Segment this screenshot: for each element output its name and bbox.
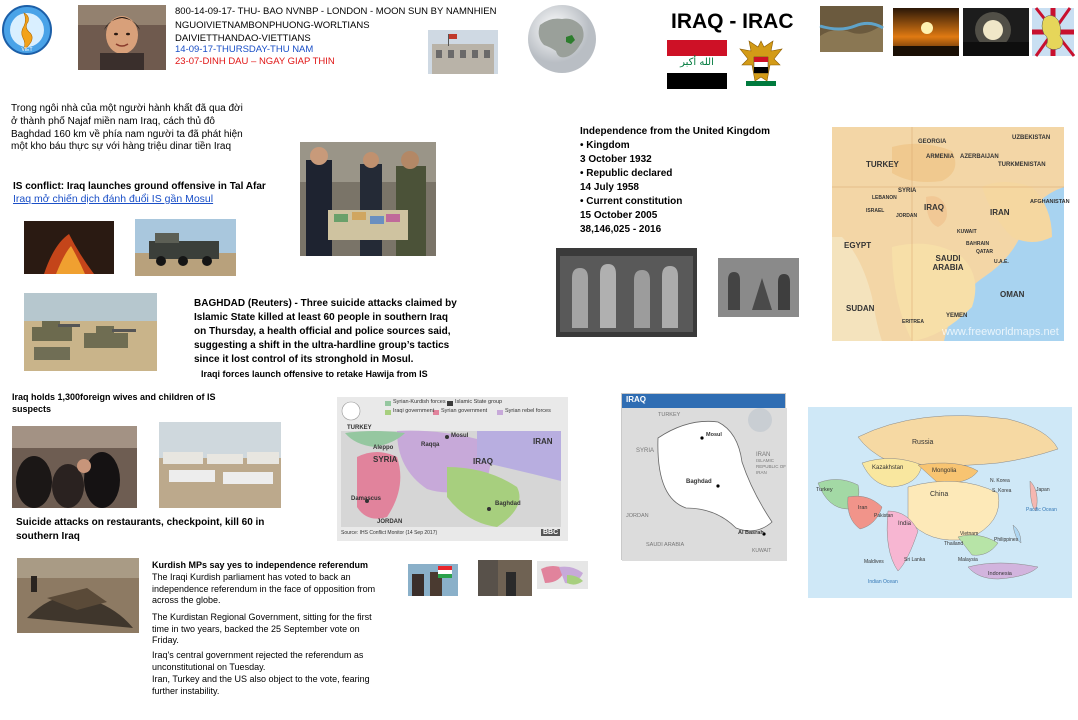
wreckage-photo bbox=[17, 558, 139, 633]
asia-label-pakistan: Pakistan bbox=[874, 513, 894, 519]
fact-republic: • Republic declared bbox=[580, 168, 673, 179]
label-saudi-arabia: SAUDI ARABIA bbox=[932, 254, 964, 272]
asia-label-south-korea: S. Korea bbox=[992, 488, 1012, 494]
asia-label-north-korea: N. Korea bbox=[990, 478, 1010, 484]
label-uae: U.A.E. bbox=[994, 259, 1009, 265]
label-lebanon: LEBANON bbox=[872, 195, 897, 201]
label-uzbekistan: UZBEKISTAN bbox=[1012, 135, 1051, 141]
label-bahrain: BAHRAIN bbox=[966, 241, 990, 247]
label-turkey: TURKEY bbox=[866, 160, 899, 169]
police-money-photo bbox=[300, 142, 436, 256]
imap-label-mosul: Mosul bbox=[706, 432, 722, 438]
asia-label-china: China bbox=[930, 491, 949, 498]
tanks-desert-photo bbox=[24, 293, 157, 371]
cmap-label-iran: IRAN bbox=[533, 437, 553, 446]
label-georgia: GEORGIA bbox=[918, 139, 947, 145]
iraq-map-header-bar bbox=[622, 394, 785, 408]
river-aerial-photo bbox=[820, 6, 883, 52]
imap-label-baghdad: Baghdad bbox=[686, 479, 712, 485]
cmap-label-damascus: Damascus bbox=[351, 496, 382, 502]
iraq-political-map bbox=[621, 393, 786, 560]
foreign-wives-headline: Iraq holds 1,300foreign wives and children of IS suspects bbox=[12, 392, 216, 414]
legend-islamic-state: Islamic State group bbox=[455, 399, 503, 405]
fact-independence: Independence from the United Kingdom bbox=[580, 126, 771, 137]
fact-population: 38,146,025 - 2016 bbox=[580, 224, 662, 235]
asia-label-mongolia: Mongolia bbox=[932, 468, 957, 474]
imap-label-syria: SYRIA bbox=[636, 448, 655, 454]
imap-label-turkey: TURKEY bbox=[658, 412, 681, 418]
kurdish-paragraph-3: Iraq's central government rejected the referendum as unconstitutional on Tuesday. bbox=[152, 650, 364, 672]
fact-republic-date: 14 July 1958 bbox=[580, 182, 639, 193]
middle-east-map bbox=[832, 127, 1070, 341]
building-photo bbox=[428, 30, 498, 74]
tal-afar-headline: IS conflict: Iraq launches ground offensive in Tal Afar bbox=[13, 181, 266, 192]
label-israel: ISRAEL bbox=[866, 208, 885, 214]
cmap-label-syria: SYRIA bbox=[373, 455, 398, 464]
fact-kingdom: • Kingdom bbox=[580, 140, 630, 151]
ancient-relief-photo bbox=[556, 248, 697, 337]
globe-iraq-locator bbox=[526, 3, 598, 75]
label-armenia: ARMENIA bbox=[926, 154, 954, 160]
sunset-landscape-photo bbox=[963, 8, 1029, 56]
kurdish-headline: Kurdish MPs say yes to independence referendum bbox=[152, 560, 369, 570]
bbc-badge: BBC bbox=[543, 529, 559, 536]
header-date-line: 14-09-17-THURSDAY-THU NAM bbox=[175, 44, 314, 55]
burning-fire-photo bbox=[24, 221, 114, 274]
asia-label-india: India bbox=[898, 521, 912, 527]
imap-label-iran-full: ISLAMIC REPUBLIC OF IRAN bbox=[756, 458, 787, 475]
mini-control-map bbox=[537, 561, 588, 589]
legend-syrian-rebels: Syrian rebel forces bbox=[505, 408, 551, 414]
asia-label-turkey: Turkey bbox=[816, 487, 833, 493]
fact-kingdom-date: 3 October 1932 bbox=[580, 154, 652, 165]
asia-label-sri-lanka: Sri Lanka bbox=[904, 557, 926, 563]
asia-political-map bbox=[808, 407, 1072, 598]
header-line-3: DAIVIETTHANDAO-VIETTIANS bbox=[175, 33, 311, 44]
cmap-label-raqqa: Raqqa bbox=[421, 442, 440, 448]
header-lunar-date: 23-07-DINH DAU – NGAY GIAP THIN bbox=[175, 56, 335, 67]
refugee-camp-photo bbox=[159, 422, 281, 508]
suicide-attacks-headline: Suicide attacks on restaurants, checkpoint, kill 60 in southern Iraq bbox=[16, 517, 265, 542]
kurdish-paragraph-2: The Kurdistan Regional Government, sitting for the first time in two years, backed the 25 September vote on Friday. bbox=[152, 612, 372, 646]
vietnam-map-logo bbox=[2, 4, 52, 56]
street-scene-photo bbox=[478, 560, 532, 596]
cmap-label-baghdad: Baghdad bbox=[495, 501, 521, 507]
iraq-coat-of-arms bbox=[738, 37, 784, 89]
asia-label-vietnam: Vietnam bbox=[960, 531, 979, 537]
imap-label-jordan: JORDAN bbox=[626, 513, 649, 519]
header-line-2: NGUOIVIETNAMBONPHUONG-WORLTIANS bbox=[175, 20, 370, 31]
kurdish-paragraph-4: Iran, Turkey and the US also object to the vote, fearing further instability. bbox=[152, 674, 370, 696]
asia-label-indonesia: Indonesia bbox=[988, 571, 1012, 577]
label-afghanistan: AFGHANISTAN bbox=[1030, 199, 1070, 205]
label-eritrea: ERITREA bbox=[902, 319, 924, 325]
asia-label-indian-ocean: Indian Ocean bbox=[868, 579, 898, 585]
intro-vietnamese-text: Trong ngôi nhà của một người hành khất đã qua đời ở thành phố Najaf miền nam Iraq, cách thủ đô Baghdad 160 km về phía nam người ta đã phát hiện một kho báu thực sự với hàng triệu dinar tiền Iraq bbox=[11, 103, 243, 153]
iraq-map-title: IRAQ bbox=[626, 395, 646, 404]
reuters-article-text: BAGHDAD (Reuters) - Three suicide attacks claimed by Islamic State killed at least 60 people in southern Iraq on Thursday, a health official and police sources said, suggesting a shift in the ultra-hardline group’s tactics since it lost control of its stronghold in Mosul. bbox=[194, 298, 457, 365]
legend-kurdish: Syrian-Kurdish forces bbox=[393, 399, 446, 405]
map-watermark: www.freeworldmaps.net bbox=[942, 326, 1059, 338]
label-syria: SYRIA bbox=[898, 188, 917, 194]
imap-label-basrah: Al Basrah bbox=[738, 530, 764, 536]
legend-syrian-gov: Syrian government bbox=[441, 408, 488, 414]
asia-label-iran: Iran bbox=[858, 505, 868, 511]
imap-label-kuwait: KUWAIT bbox=[752, 548, 772, 554]
asia-label-russia: Russia bbox=[912, 439, 934, 446]
iraq-flag bbox=[667, 40, 727, 89]
label-qatar: QATAR bbox=[976, 249, 994, 255]
kurdish-paragraph-1: The Iraqi Kurdish parliament has voted to back an independence referendum in the face of opposition from across the globe. bbox=[152, 572, 376, 606]
uk-map-thumbnail bbox=[1032, 8, 1074, 56]
sunset-photo bbox=[893, 8, 959, 56]
asia-label-thailand: Thailand bbox=[944, 541, 964, 547]
svg-text:VIET: VIET bbox=[21, 47, 33, 53]
control-map-source: Source: IHS Conflict Monitor (14 Sep 2017) bbox=[341, 530, 438, 536]
label-azerbaijan: AZERBAIJAN bbox=[960, 154, 999, 160]
cmap-label-jordan: JORDAN bbox=[377, 519, 403, 525]
mosul-vietnamese-link[interactable]: Iraq mở chiến dịch đánh đuổi IS gần Mosul bbox=[13, 193, 214, 205]
page-title: IRAQ - IRAC bbox=[671, 10, 794, 33]
asia-label-pacific: Pacific Ocean bbox=[1026, 507, 1057, 513]
header-line-1: 800-14-09-17- THU- BAO NVNBP - LONDON - MOON SUN BY NAMNHIEN bbox=[175, 6, 497, 17]
asia-label-japan: Japan bbox=[1036, 487, 1050, 493]
cmap-label-turkey: TURKEY bbox=[347, 425, 372, 431]
label-oman: OMAN bbox=[1000, 290, 1025, 299]
kurdish-rally-photo bbox=[408, 564, 458, 596]
legend-iraqi-gov: Iraqi government bbox=[393, 408, 435, 414]
asia-label-kazakhstan: Kazakhstan bbox=[872, 465, 904, 471]
women-children-photo bbox=[12, 426, 137, 508]
label-egypt: EGYPT bbox=[844, 241, 872, 250]
territorial-control-map bbox=[337, 397, 568, 541]
imap-label-iran: IRAN bbox=[756, 452, 771, 458]
cmap-label-mosul: Mosul bbox=[451, 433, 469, 439]
fact-constitution-date: 15 October 2005 bbox=[580, 210, 658, 221]
military-truck-photo bbox=[135, 219, 236, 276]
hawija-headline: Iraqi forces launch offensive to retake Hawija from IS bbox=[201, 369, 428, 379]
author-portrait-photo bbox=[78, 5, 166, 70]
label-jordan: JORDAN bbox=[896, 213, 918, 219]
imap-label-saudi: SAUDI ARABIA bbox=[646, 542, 685, 548]
asia-label-malaysia: Malaysia bbox=[958, 557, 978, 563]
asia-label-maldives: Maldives bbox=[864, 559, 884, 565]
flag-takbir-text: الله أكبر bbox=[680, 57, 714, 68]
asia-label-philippines: Philippines bbox=[994, 537, 1019, 543]
label-sudan: SUDAN bbox=[846, 304, 875, 313]
label-yemen: YEMEN bbox=[946, 313, 968, 319]
label-iraq: IRAQ bbox=[924, 203, 944, 212]
label-turkmenistan: TURKMENISTAN bbox=[998, 162, 1046, 168]
fact-constitution: • Current constitution bbox=[580, 196, 683, 207]
cmap-label-aleppo: Aleppo bbox=[373, 445, 394, 451]
label-iran: IRAN bbox=[990, 208, 1010, 217]
ancient-seal-photo bbox=[718, 258, 799, 317]
cmap-label-iraq: IRAQ bbox=[473, 457, 493, 466]
label-kuwait: KUWAIT bbox=[957, 229, 977, 235]
